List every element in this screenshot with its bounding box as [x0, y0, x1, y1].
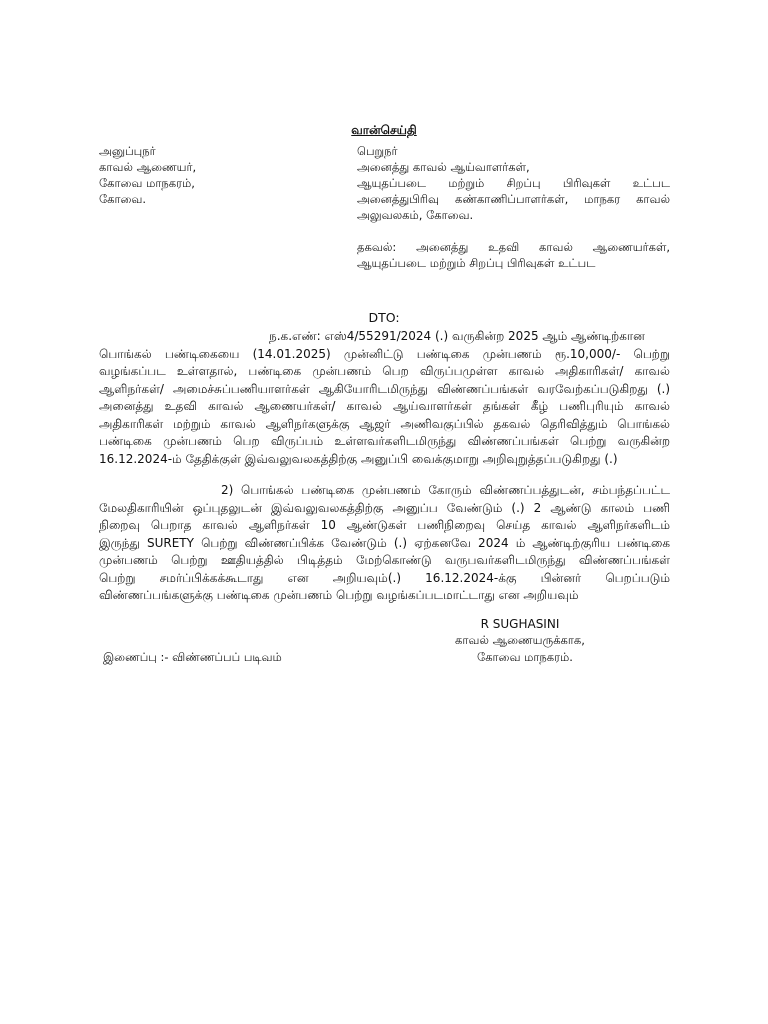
sender-heading: அனுப்புநர்	[99, 144, 156, 158]
paragraph-line: பண்டிகை முன்பணம் பெற விருப்பம் உள்ளவர்களிடமிருந்து விண்ணப்பங்கள் பெற்று வருகின்ற	[99, 434, 670, 448]
recipient-line: அனைத்து காவல் ஆய்வாளர்கள்,	[357, 160, 530, 174]
sender-block	[99, 143, 196, 207]
sender-line: காவல் ஆணையர்,	[99, 160, 197, 174]
paragraph-line: ஆளிநர்கள்/ அமைச்சுப்பணியாளர்கள் ஆகியோரிடமிருந்து விண்ணப்பங்கள் வரவேற்கப்படுகிறது (.)	[99, 381, 670, 396]
info-line: தகவல்: அனைத்து உதவி காவல் ஆணையர்கள்,	[357, 240, 670, 254]
info-line: ஆயுதப்படை மற்றும் சிறப்பு பிரிவுகள் உட்பட	[357, 256, 596, 270]
sender-line: கோவை மாநகரம்,	[99, 176, 195, 190]
paragraph-line: பெற்று சமர்ப்பிக்கக்கூடாது என அறியவும்(.) 16.12.2024-க்கு பின்னர் பெறப்படும்	[99, 570, 670, 585]
recipient-heading: பெறுநர்	[357, 144, 398, 158]
paragraph-line: மேலதிகாரியின் ஒப்புதலுடன் இவ்வலுவலகத்திற்கு அனுப்ப வேண்டும் (.) 2 ஆண்டு காலம் பணி	[99, 500, 670, 515]
sender-line: கோவை.	[99, 192, 147, 206]
recipient-line: ஆயுதப்படை மற்றும் சிறப்பு பிரிவுகள் உட்பட	[357, 176, 670, 190]
paragraph-1	[99, 328, 670, 468]
recipient-line: அலுவலகம், கோவை.	[357, 208, 474, 222]
paragraph-line: அதிகாரிகள் மற்றும் காவல் ஆளிநர்களுக்கு ஆஜர் அணிவகுப்பில் தகவல் தெரிவித்தும் பொங்கல்	[99, 416, 670, 431]
dto-label: DTO:	[368, 310, 400, 325]
paragraph-line: முன்பணம் பெற்று ஊதியத்தில் பிடித்தம் மேற்கொண்டு வருபவர்களிடமிருந்து விண்ணப்பங்கள்	[99, 553, 670, 567]
paragraph-line: 16.12.2024-ம் தேதிக்குள் இவ்வலுவலகத்திற்கு அனுப்பி வைக்குமாறு அறிவுறுத்தப்படுகிறது (.)	[99, 451, 618, 466]
signatory-designation: காவல் ஆணையருக்காக,	[455, 633, 585, 647]
paragraph-line: வழங்கப்பட உள்ளதால், பண்டிகை முன்பணம் பெற விருப்பமுள்ள காவல் அதிகாரிகள்/ காவல்	[99, 364, 670, 378]
document-title: வான்செய்தி	[351, 123, 417, 137]
recipient-block	[357, 143, 670, 271]
paragraph-line: விண்ணப்பங்களுக்கு பண்டிகை முன்பணம் பெற்று வழங்கப்படமாட்டாது என அறியவும்	[99, 588, 579, 602]
signatory-place: கோவை மாநகரம்.	[477, 650, 573, 664]
paragraph-line: இருந்து SURETY பெற்று விண்ணப்பிக்க வேண்டும் (.) ஏற்கனவே 2024 ம் ஆண்டிற்குரிய பண்டிகை	[99, 535, 670, 550]
enclosure-note: இணைப்பு :- விண்ணப்பப் படிவம்	[103, 650, 282, 664]
paragraph-line: பொங்கல் பண்டிகையை (14.01.2025) முன்னிட்டு பண்டிகை முன்பணம் ரூ.10,000/- பெற்று	[99, 346, 670, 361]
paragraph-line: ந.க.எண்: எஸ்4/55291/2024 (.) வருகின்ற 2025 ஆம் ஆண்டிற்கான	[269, 329, 645, 343]
paragraph-line: 2) பொங்கல் பண்டிகை முன்பணம் கோரும் விண்ணப்பத்துடன், சம்பந்தப்பட்ட	[221, 483, 670, 497]
signatory-name: R SUGHASINI	[480, 617, 560, 631]
recipient-line: அனைத்துபிரிவு கண்காணிப்பாளர்கள், மாநகர காவல்	[357, 192, 670, 206]
paragraph-line: நிறைவு பெறாத காவல் ஆளிநர்கள் 10 ஆண்டுகள் பணிநிறைவு செய்த காவல் ஆளிநர்களிடம்	[99, 518, 670, 532]
paragraph-line: அனைத்து உதவி காவல் ஆணையர்கள்/ காவல் ஆய்வாளர்கள் தங்கள் கீழ் பணிபுரியும் காவல்	[99, 399, 670, 413]
paragraph-2	[99, 482, 670, 605]
